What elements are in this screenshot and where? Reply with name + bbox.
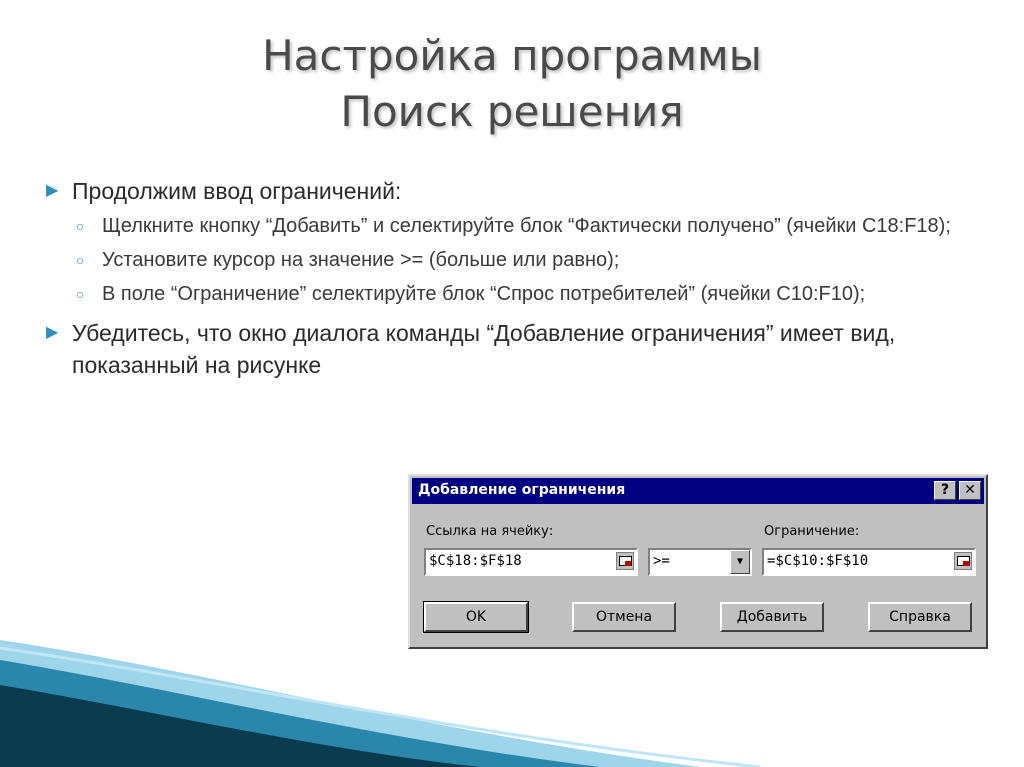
sub-bullet-text: Установите курсор на значение >= (больше или равно); (102, 249, 620, 271)
operator-select[interactable] (648, 548, 752, 576)
ok-button[interactable]: OK (424, 602, 528, 632)
bullet-text: Убедитесь, что окно диалога команды “Добавление ограничения” имеет вид, показанный на рисунке (72, 320, 896, 378)
close-icon[interactable]: ✕ (959, 481, 981, 500)
sub-bullet-item (40, 245, 990, 275)
cell-ref-value: $C$18:$F$18 (429, 553, 522, 569)
slide-content (40, 175, 990, 381)
decorative-waves (0, 640, 1024, 767)
help-button[interactable]: Справка (868, 602, 972, 632)
sub-bullet-text: В поле “Ограничение” селектируйте блок “Спрос потребителей” (ячейки C10:F10); (102, 283, 866, 305)
circle-icon: ○ (76, 252, 85, 268)
dialog-title: Добавление ограничения (418, 482, 626, 498)
circle-icon: ○ (76, 218, 85, 234)
triangle-right-icon: ▶ (46, 182, 59, 199)
cancel-button[interactable]: Отмена (572, 602, 676, 632)
add-constraint-dialog (408, 474, 988, 649)
sub-bullet-item (40, 279, 990, 309)
triangle-right-icon: ▶ (46, 324, 59, 341)
chevron-down-icon[interactable]: ▼ (730, 550, 750, 574)
slide-title (0, 28, 1024, 140)
bullet-text: Продолжим ввод ограничений: (72, 178, 402, 204)
range-select-icon[interactable] (616, 552, 634, 570)
cell-ref-input[interactable] (424, 548, 638, 576)
dialog-titlebar[interactable] (412, 478, 984, 504)
cell-ref-label: Ссылка на ячейку: (426, 524, 554, 539)
range-select-icon[interactable] (954, 552, 972, 570)
add-button[interactable]: Добавить (720, 602, 824, 632)
bullet-item (40, 317, 990, 381)
title-line-2: Поиск решения (340, 87, 684, 136)
sub-bullet-item (40, 211, 990, 241)
constraint-input[interactable] (762, 548, 976, 576)
title-line-1: Настройка программы (262, 31, 762, 80)
sub-bullet-text: Щелкните кнопку “Добавить” и селектируйте блок “Фактически получено” (ячейки C18:F18); (102, 215, 951, 237)
bullet-item (40, 175, 990, 207)
circle-icon: ○ (76, 286, 85, 302)
constraint-value: =$C$10:$F$10 (767, 553, 869, 569)
help-icon[interactable]: ? (934, 481, 956, 500)
constraint-label: Ограничение: (764, 524, 860, 539)
operator-value: >= (653, 553, 670, 569)
